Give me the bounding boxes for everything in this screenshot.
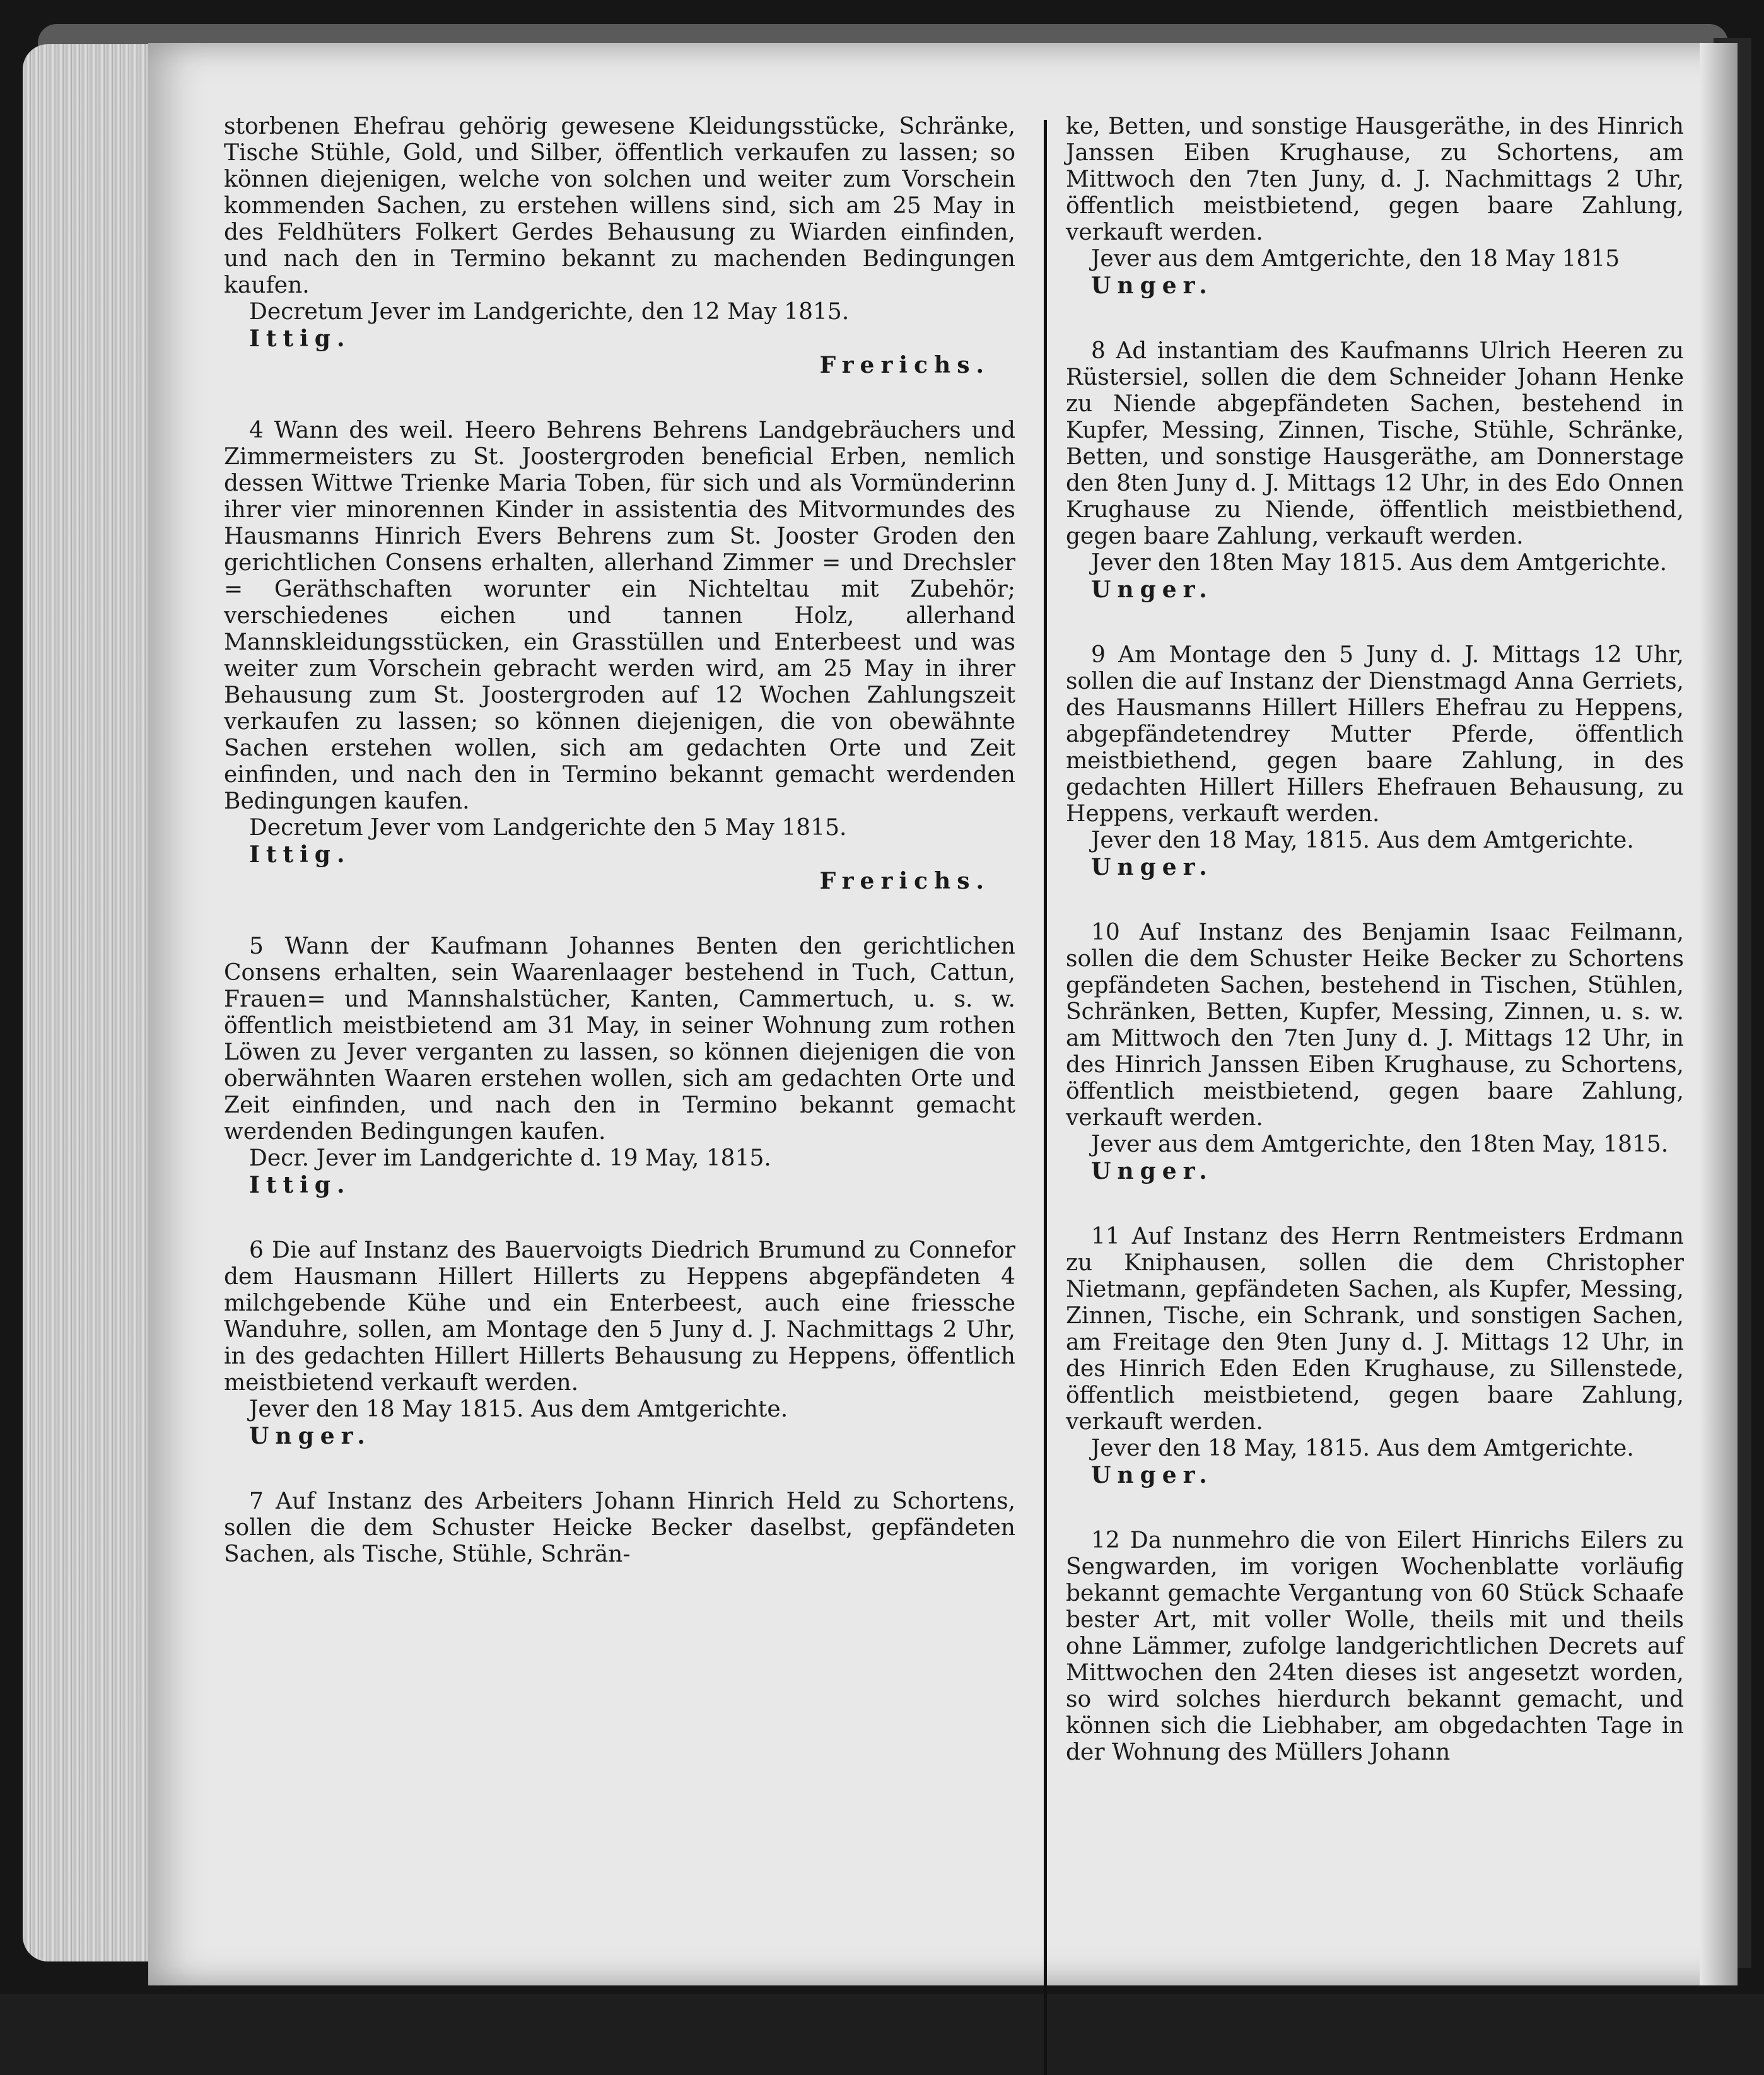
notice-signature: Unger.	[1091, 1462, 1213, 1488]
notice-4	[224, 418, 1015, 894]
notice-dateline: Jever den 18 May, 1815. Aus dem Amtgerichte.	[1091, 827, 1634, 853]
notice-7-end	[1066, 114, 1684, 299]
notice-dateline: Jever den 18 May, 1815. Aus dem Amtgerichte.	[1091, 1435, 1634, 1461]
notice-6	[224, 1237, 1015, 1449]
notice-dateline: Decretum Jever im Landgerichte, den 12 May 1815.	[249, 299, 850, 325]
notice-text: 5 Wann der Kaufmann Johannes Benten den gerichtlichen Consens erhalten, sein Waarenlaager bestehend in Tuch, Cattun, Frauen= und Mannshalstücher, Kanten, Cammertuch, u. s. w. öffentlich meistbietend am 31 May, in seiner Wohnung zum rothen Löwen zu Jever verganten zu lassen, so können diejenigen die von oberwähnten Waaren erstehen wollen, sich am gedachten Orte und Zeit einfinden, und nach den in Termino bekannt gemacht werdenden Bedingungen kaufen.	[224, 933, 1015, 1145]
notice-8	[1066, 338, 1684, 603]
book-page-edges	[23, 44, 155, 1961]
notice-signature: Frerichs.	[819, 868, 990, 894]
notice-signature: Unger.	[249, 1423, 371, 1449]
notice-10	[1066, 920, 1684, 1184]
notice-7-start	[224, 1488, 1015, 1568]
notice-text: 4 Wann des weil. Heero Behrens Behrens Landgebräuchers und Zimmermeisters zu St. Joostergroden beneficial Erben, nemlich dessen Wittwe Trienke Maria Toben, für sich und als Vormünderinn ihrer vier minorennen Kinder in assistentia des Mitvormundes des Hausmanns Hinrich Evers Behrens zum St. Jooster Groden den gerichtlichen Consens erhalten, allerhand Zimmer = und Drechsler = Geräthschaften worunter ein Nichteltau mit Zubehör; verschiedenes eichen und tannen Holz, allerhand Mannskleidungsstücken, ein Grasstüllen und Enterbeest und was weiter zum Vorschein gebracht werden wird, am 25 May in ihrer Behausung zum St. Joostergroden auf 12 Wochen Zahlungszeit verkaufen zu lassen; so können diejenigen, die von obewähnte Sachen erstehen wollen, sich am gedachten Orte und Zeit einfinden, und nach den in Termino bekannt gemacht werdenden Bedingungen kaufen.	[224, 418, 1015, 814]
notice-11	[1066, 1224, 1684, 1488]
notice-text: 8 Ad instantiam des Kaufmanns Ulrich Heeren zu Rüstersiel, sollen die dem Schneider Johann Henke zu Niende abgepfändeten Sachen, bestehend in Kupfer, Messing, Zinnen, Tische, Stühle, Schränke, Betten, und sonstige Hausgeräthe, am Donnerstage den 8ten Juny d. J. Mittags 12 Uhr, in des Edo Onnen Krughause zu Niende, öffentlich meistbiethend, gegen baare Zahlung, verkauft werden.	[1066, 338, 1684, 549]
notice-text: storbenen Ehefrau gehörig gewesene Kleidungsstücke, Schränke, Tische Stühle, Gold, und Silber, öffentlich verkaufen zu lassen; so können diejenigen, welche von solchen und weiter zum Vorschein kommenden Sachen, zu erstehen willens sind, sich am 25 May in des Feldhüters Folkert Gerdes Behausung zu Wiarden einfinden, und nach den in Termino bekannt zu machenden Bedingungen kaufen.	[224, 114, 1015, 298]
notice-text: 12 Da nunmehro die von Eilert Hinrichs Eilers zu Sengwarden, im vorigen Wochenblatte vorläufig bekannt gemachte Vergantung von 60 Stück Schaafe bester Art, mit voller Wolle, theils mit und theils ohne Lämmer, zufolge landgerichtlichen Decrets auf Mittwochen den 24ten dieses ist angesetzt worden, so wird solches hierdurch bekannt gemacht, und können sich die Liebhaber, am obgedachten Tage in der Wohnung des Müllers Johann	[1066, 1528, 1684, 1765]
notice-text: 6 Die auf Instanz des Bauervoigts Diedrich Brumund zu Connefor dem Hausmann Hillert Hillerts zu Heppens abgepfändeten 4 milchgebende Kühe und ein Enterbeest, auch eine friessche Wanduhre, sollen, am Montage den 5 Juny d. J. Nachmittags 2 Uhr, in des gedachten Hillert Hillerts Behausung zu Heppens, öffentlich meistbietend verkauft werden.	[224, 1237, 1015, 1396]
notice-dateline: Jever aus dem Amtgerichte, den 18 May 1815	[1091, 246, 1620, 272]
notice-5	[224, 933, 1015, 1198]
notice-signature: Unger.	[1091, 1158, 1213, 1184]
notice-dateline: Jever aus dem Amtgerichte, den 18ten May, 1815.	[1091, 1131, 1669, 1157]
right-column	[1066, 114, 1684, 1766]
left-column	[224, 114, 1015, 1568]
notice-dateline: Decr. Jever im Landgerichte d. 19 May, 1815.	[249, 1145, 771, 1171]
notice-signature: Unger.	[1091, 854, 1213, 880]
notice-text: ke, Betten, und sonstige Hausgeräthe, in des Hinrich Janssen Eiben Krughause, zu Schortens, am Mittwoch den 7ten Juny, d. J. Nachmittags 2 Uhr, öffentlich meistbietend, gegen baare Zahlung, verkauft werden.	[1066, 114, 1684, 245]
notice-text: 9 Am Montage den 5 Juny d. J. Mittags 12 Uhr, sollen die auf Instanz der Dienstmagd Anna Gerriets, des Hausmanns Hillert Hillers Ehefrau zu Heppens, abgepfändetendrey Mutter Pferde, öffentlich meistbiethend, gegen baare Zahlung, in des gedachten Hillert Hillers Ehefrauen Behausung, zu Heppens, verkauft werden.	[1066, 642, 1684, 827]
notice-signature: Ittig.	[249, 1172, 351, 1198]
notice-text: 11 Auf Instanz des Herrn Rentmeisters Erdmann zu Kniphausen, sollen die dem Christopher Nietmann, gepfändeten Sachen, als Kupfer, Messing, Zinnen, Tische, ein Schrank, und sonstigen Sachen, am Freitage den 9ten Juny d. J. Mittags 12 Uhr, in des Hinrich Eden Eden Krughause, zu Sillenstede, öffentlich meistbietend, gegen baare Zahlung, verkauft werden.	[1066, 1224, 1684, 1435]
notice-dateline: Jever den 18 May 1815. Aus dem Amtgerichte.	[249, 1396, 788, 1422]
page-fold-shadow	[1700, 43, 1738, 1985]
notice-signature: Frerichs.	[819, 352, 990, 378]
notice-text: 10 Auf Instanz des Benjamin Isaac Feilmann, sollen die dem Schuster Heike Becker zu Schortens gepfändeten Sachen, bestehend in Tischen, Stühlen, Schränken, Betten, Kupfer, Messing, Zinnen, u. s. w. am Mittwoch den 7ten Juny d. J. Mittags 12 Uhr, in des Hinrich Janssen Eiben Krughause, zu Schortens, öffentlich meistbietend, gegen baare Zahlung, verkauft werden.	[1066, 920, 1684, 1131]
notice-text: 7 Auf Instanz des Arbeiters Johann Hinrich Held zu Schortens, sollen die dem Schuster Heicke Becker daselbst, gepfändeten Sachen, als Tische, Stühle, Schrän-	[224, 1488, 1015, 1567]
notice-signature: Unger.	[1091, 272, 1213, 299]
notice-signature: Unger.	[1091, 576, 1213, 603]
notice-continued-top	[224, 114, 1015, 378]
notice-dateline: Decretum Jever vom Landgerichte den 5 May 1815.	[249, 815, 847, 841]
notice-12-start	[1066, 1528, 1684, 1766]
notice-9	[1066, 642, 1684, 880]
notice-signature: Ittig.	[249, 841, 351, 868]
notice-dateline: Jever den 18ten May 1815. Aus dem Amtgerichte.	[1091, 550, 1668, 576]
column-divider	[1044, 120, 1047, 2075]
notice-signature: Ittig.	[249, 325, 351, 352]
